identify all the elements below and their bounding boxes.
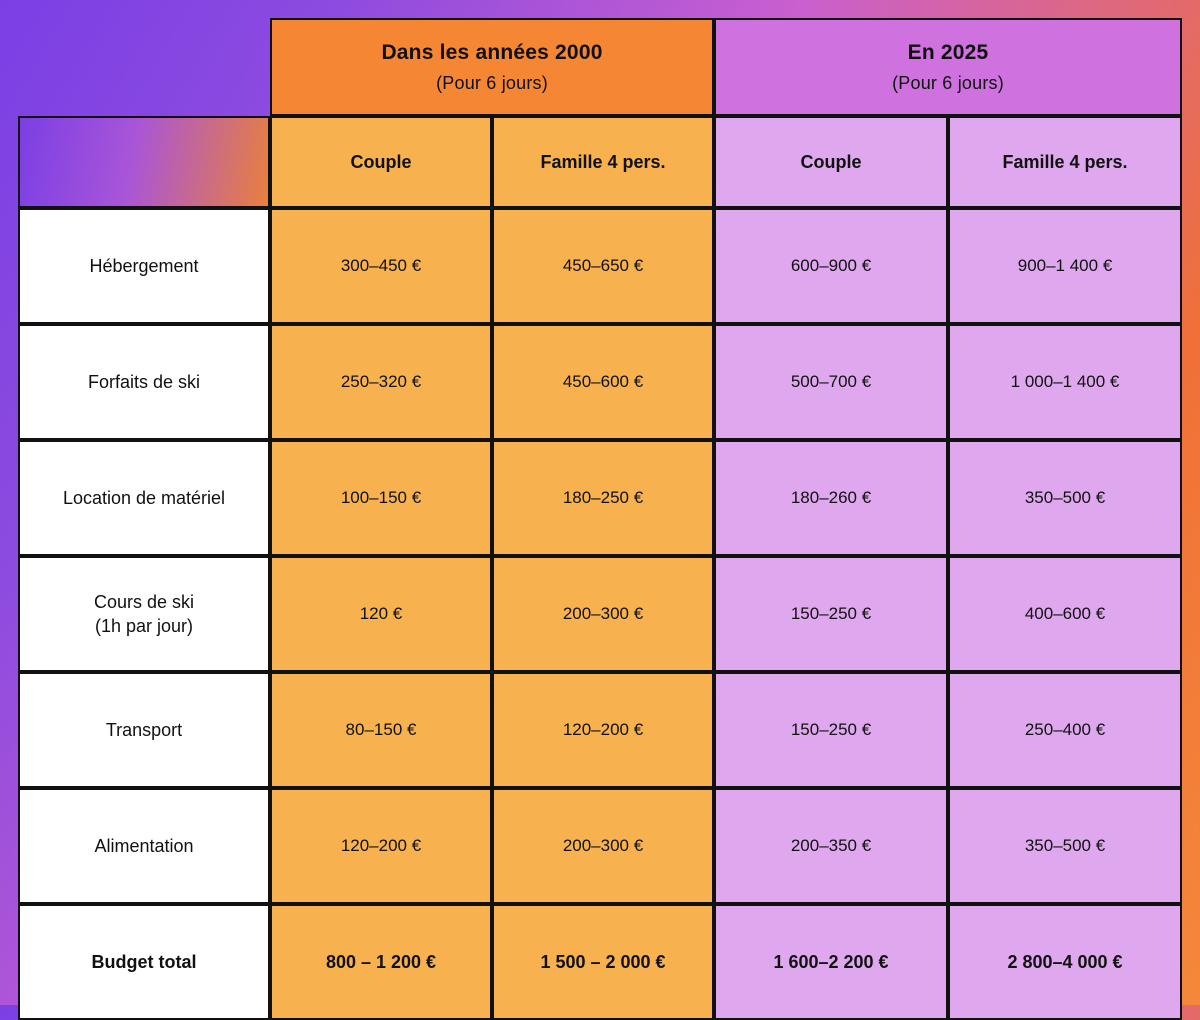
cell-alimentation-2025-famille: 350–500 € <box>948 788 1182 904</box>
group-header-row <box>18 18 1182 116</box>
cell-hebergement-2000-famille: 450–650 € <box>492 208 714 324</box>
column-header-row <box>18 116 1182 208</box>
budget-comparison-table <box>18 18 1182 1020</box>
cell-cours-2025-famille: 400–600 € <box>948 556 1182 672</box>
group-header-2025 <box>714 18 1182 116</box>
column-header-2000-famille: Famille 4 pers. <box>492 116 714 208</box>
cell-hebergement-2000-couple: 300–450 € <box>270 208 492 324</box>
cell-total-2025-couple: 1 600–2 200 € <box>714 904 948 1020</box>
cell-location-2025-famille: 350–500 € <box>948 440 1182 556</box>
cell-cours-2000-famille: 200–300 € <box>492 556 714 672</box>
cell-hebergement-2025-couple: 600–900 € <box>714 208 948 324</box>
cell-cours-2000-couple: 120 € <box>270 556 492 672</box>
cell-forfaits-2000-famille: 450–600 € <box>492 324 714 440</box>
cell-total-2025-famille: 2 800–4 000 € <box>948 904 1182 1020</box>
row-label-cours-line2: (1h par jour) <box>94 616 194 636</box>
cell-total-2000-famille: 1 500 – 2 000 € <box>492 904 714 1020</box>
group-header-2025-sub: (Pour 6 jours) <box>892 73 1004 94</box>
cell-location-2025-couple: 180–260 € <box>714 440 948 556</box>
column-header-2025-famille: Famille 4 pers. <box>948 116 1182 208</box>
cell-forfaits-2025-couple: 500–700 € <box>714 324 948 440</box>
header-spacer <box>18 18 270 116</box>
cell-alimentation-2025-couple: 200–350 € <box>714 788 948 904</box>
cell-total-2000-couple: 800 – 1 200 € <box>270 904 492 1020</box>
group-header-2000 <box>270 18 714 116</box>
row-label-hebergement: Hébergement <box>18 208 270 324</box>
corner-header-cell <box>18 116 270 208</box>
row-label-transport: Transport <box>18 672 270 788</box>
cell-location-2000-famille: 180–250 € <box>492 440 714 556</box>
table-row <box>18 556 1182 672</box>
group-header-2025-label: En 2025 <box>907 40 989 64</box>
group-header-2000-label: Dans les années 2000 <box>381 40 603 64</box>
row-label-cours-de-ski <box>18 556 270 672</box>
cell-transport-2025-couple: 150–250 € <box>714 672 948 788</box>
cell-hebergement-2025-famille: 900–1 400 € <box>948 208 1182 324</box>
row-label-budget-total: Budget total <box>18 904 270 1020</box>
table-row-total <box>18 904 1182 1020</box>
cell-location-2000-couple: 100–150 € <box>270 440 492 556</box>
table-row <box>18 672 1182 788</box>
table-row <box>18 788 1182 904</box>
cell-transport-2000-famille: 120–200 € <box>492 672 714 788</box>
cell-forfaits-2000-couple: 250–320 € <box>270 324 492 440</box>
row-label-location-materiel: Location de matériel <box>18 440 270 556</box>
row-label-alimentation: Alimentation <box>18 788 270 904</box>
group-header-2000-sub: (Pour 6 jours) <box>436 73 548 94</box>
cell-cours-2025-couple: 150–250 € <box>714 556 948 672</box>
row-label-cours-line1: Cours de ski <box>93 591 195 612</box>
cell-alimentation-2000-famille: 200–300 € <box>492 788 714 904</box>
cell-forfaits-2025-famille: 1 000–1 400 € <box>948 324 1182 440</box>
column-header-2025-couple: Couple <box>714 116 948 208</box>
cell-alimentation-2000-couple: 120–200 € <box>270 788 492 904</box>
table-row <box>18 324 1182 440</box>
table-row <box>18 208 1182 324</box>
table-row <box>18 440 1182 556</box>
row-label-forfaits-de-ski: Forfaits de ski <box>18 324 270 440</box>
cell-transport-2025-famille: 250–400 € <box>948 672 1182 788</box>
cell-transport-2000-couple: 80–150 € <box>270 672 492 788</box>
column-header-2000-couple: Couple <box>270 116 492 208</box>
